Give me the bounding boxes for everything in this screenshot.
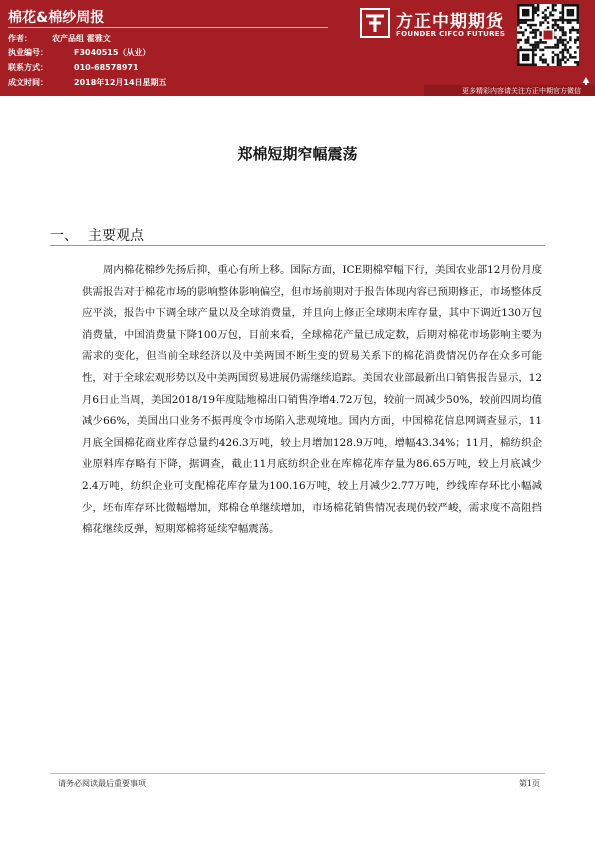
wechat-qr-code	[517, 4, 579, 66]
document-title: 郑棉短期窄幅震荡	[237, 145, 358, 163]
header-divider	[8, 27, 328, 28]
report-header	[0, 0, 595, 96]
license-line	[8, 47, 150, 58]
page-number: 第1页	[518, 779, 540, 788]
date-label: 成文时间：	[8, 78, 48, 87]
contact-label: 联系方式：	[8, 63, 48, 72]
footer-disclaimer: 请务必阅读最后重要事项	[58, 779, 146, 788]
main-view-paragraph: 周内棉花棉纱先扬后抑，重心有所上移。国际方面，ICE期棉窄幅下行，美国农业部12月份月度供需报告对于棉花市场的影响整体影响偏空，但市场前期对于报告体现内容已预期修正，市场整体反应平淡，报告中下调全球产量以及全球消费量，并且向上修正全球期末库存量，其中下调近130万包消费量，中国消费量下降100万包，目前来看，全球棉花产量已成定数，后期对棉花市场影响主要为需求的变化，但当前全球经济以及中美两国不断生变的贸易关系下的棉花消费情况仍存在众多可能性，对于全球宏观形势以及中美两国贸易进展仍需继续追踪。美国农业部最新出口销售报告显示，12月6日止当周，美国2018/19年度陆地棉出口销售净增4.72万包，较前一周减少50%，较前四周均值减少66%，美国出口业务不振再度令市场陷入悲观境地。国内方面，中国棉花信息网调查显示，11月底全国棉花商业库存总量约426.3万吨，较上月增加128.9万吨，增幅43.34%；11月，棉纺织企业原料库存略有下降，据调查，截止11月底纺织企业在库棉花库存量为86.65万吨，较上月底减少2.4万吨，纺织企业可支配棉花库存量为100.16万吨，较上月减少2.77万吨，纱线库存环比小幅减少，坯布库存环比微幅增加，郑棉仓单继续增加，市场棉花销售情况表现仍较严峻，需求度不高阻挡棉花继续反弹，短期郑棉将延续窄幅震荡。	[82, 264, 543, 536]
license-value: F3040515（从业）	[74, 48, 151, 57]
section-title: 主要观点	[88, 228, 144, 244]
author-label: 作者：	[8, 34, 32, 43]
report-series-title: 棉花&棉纱周报	[8, 10, 105, 26]
company-name-cn: 方正中期期货	[396, 12, 504, 32]
contact-value: 010-68578971	[74, 63, 139, 72]
date-line	[8, 77, 167, 88]
license-label: 执业编号：	[8, 48, 48, 57]
author-line	[8, 33, 111, 44]
contact-line	[8, 62, 139, 73]
date-value: 2018年12月14日星期五	[74, 78, 167, 87]
author-value: 农产品组 霍雅文	[52, 34, 111, 43]
follow-wechat-text: 更多精彩内容请关注方正中期官方微信	[462, 87, 581, 95]
company-logo-icon	[360, 8, 390, 38]
section-number: 一、	[50, 228, 78, 244]
section-divider	[50, 245, 545, 246]
footer-divider	[50, 773, 545, 774]
company-name-en: FOUNDER CIFCO FUTURES	[396, 30, 506, 38]
section-heading	[50, 225, 144, 245]
